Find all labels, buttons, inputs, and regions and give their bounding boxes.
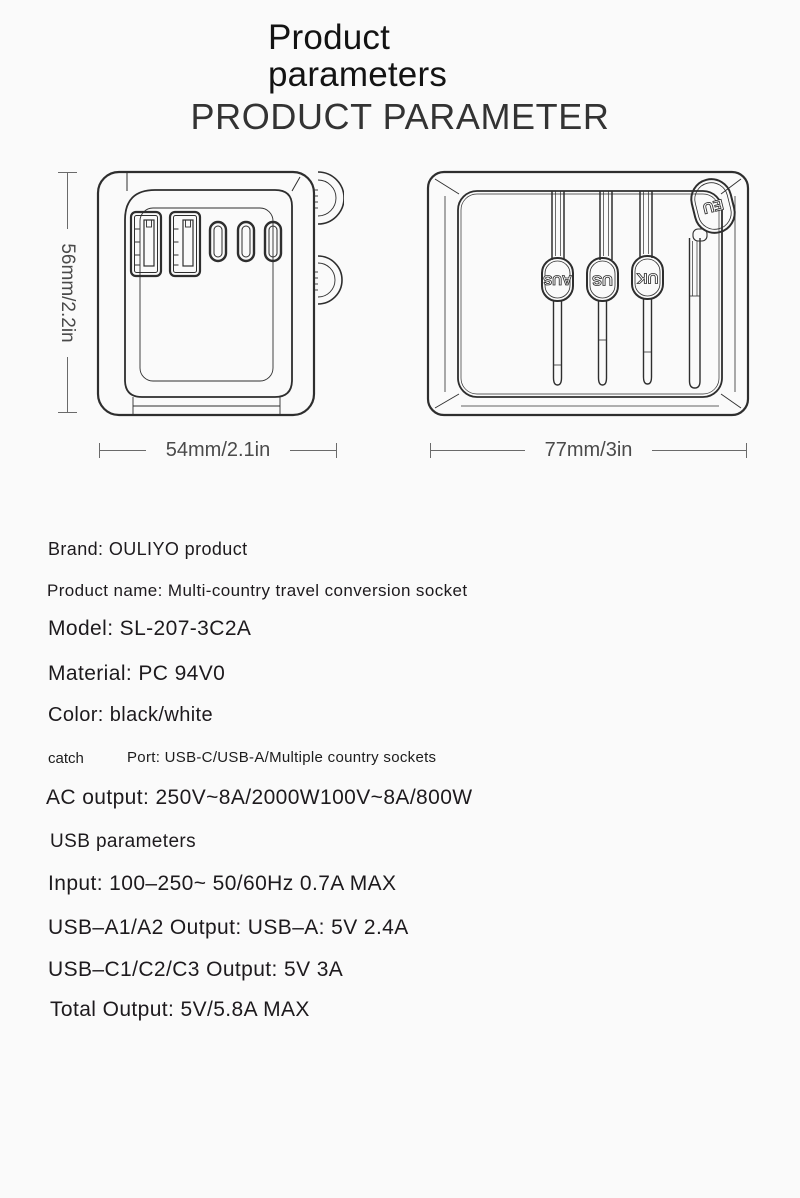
spec-total-output: Total Output: 5V/5.8A MAX [50,998,310,1021]
spec-brand: Brand: OULIYO product [48,539,248,559]
dimension-line [100,450,146,451]
front-width-dimension-label: 54mm/2.1in [165,438,271,461]
page-title [268,19,447,93]
usb-c-port-1 [210,222,226,261]
spec-port: Port: USB-C/USB-A/Multiple country sockets [127,749,437,766]
side-width-dimension [430,438,747,461]
usb-a-port-2 [170,212,200,276]
page-title-line1: Product [268,18,391,57]
spec-usb-heading: USB parameters [50,831,197,852]
height-dimension-label-wrap [57,229,77,357]
plug-slider-uk [632,191,663,384]
plug-label-eu: EU [700,195,726,217]
side-width-dimension-label: 77mm/3in [544,438,633,461]
dimension-line [652,450,746,451]
front-width-dimension [99,438,337,461]
dimension-line [67,357,68,413]
dimension-line [67,173,68,229]
spec-input: Input: 100–250~ 50/60Hz 0.7A MAX [48,872,397,895]
spec-ac-output: AC output: 250V~8A/2000W100V~8A/800W [46,786,473,809]
side-knob-top [314,172,344,224]
side-knob-bottom [314,256,342,304]
height-dimension [57,172,77,413]
spec-usb-c-output: USB–C1/C2/C3 Output: 5V 3A [48,958,344,981]
spec-catch-label: catch [48,750,84,767]
dimension-tick [336,443,337,458]
dimension-line [431,450,525,451]
spec-color: Color: black/white [48,704,214,726]
page-subtitle: PRODUCT PARAMETER [190,96,610,137]
spec-usb-a-output: USB–A1/A2 Output: USB–A: 5V 2.4A [48,916,409,939]
dimension-tick [746,443,747,458]
dimension-line [290,450,336,451]
plug-label-aus: AUS [543,272,572,288]
spec-material: Material: PC 94V0 [48,662,226,685]
dimension-tick [58,412,77,413]
spec-product-name: Product name: Multi-country travel conversion socket [47,581,468,600]
usb-a-port-1 [131,212,161,276]
front-view-diagram [88,166,344,418]
height-dimension-label: 56mm/2.2in [57,242,78,343]
page-title-line2: parameters [268,55,448,94]
plug-label-uk: UK [636,269,659,287]
plug-label-us: US [592,271,613,289]
usb-c-port-2 [238,222,254,261]
side-view-diagram [425,166,753,418]
spec-model: Model: SL-207-3C2A [48,617,252,640]
